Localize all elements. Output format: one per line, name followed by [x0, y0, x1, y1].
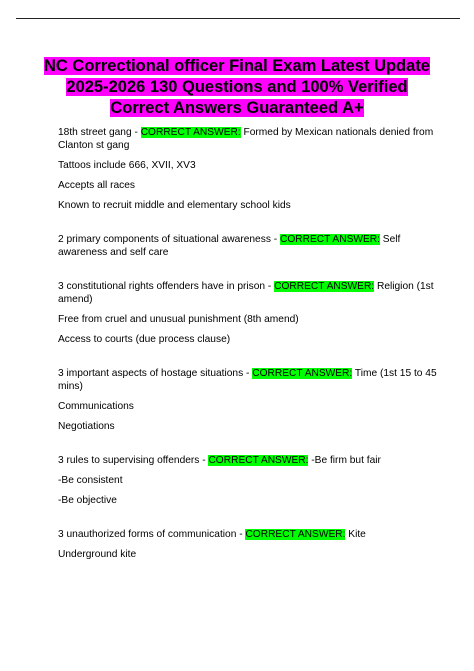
qa-entry — [58, 367, 446, 433]
answer-text: Self awareness and self care — [58, 234, 401, 258]
question-text: 3 constitutional rights offenders have in prison - — [58, 281, 275, 292]
qa-line — [58, 367, 446, 393]
qa-entry — [58, 454, 446, 507]
qa-line — [58, 233, 446, 259]
correct-answer-tag: CORRECT ANSWER: — [208, 455, 309, 466]
qa-entry — [58, 528, 446, 561]
answer-detail: -Be objective — [58, 495, 117, 506]
qa-list — [58, 126, 446, 582]
answer-text: Time (1st 15 to 45 mins) — [58, 368, 437, 392]
answer-text: Formed by Mexican nationals denied from Clanton st gang — [58, 127, 434, 151]
answer-detail: Known to recruit middle and elementary school kids — [58, 200, 291, 211]
correct-answer-tag: CORRECT ANSWER: — [252, 368, 353, 379]
question-text: 2 primary components of situational awareness - — [58, 234, 280, 245]
question-text: 18th street gang - — [58, 127, 141, 138]
answer-detail: Tattoos include 666, XVII, XV3 — [58, 160, 196, 171]
correct-answer-tag: CORRECT ANSWER: — [140, 127, 241, 138]
correct-answer-tag: CORRECT ANSWER: — [245, 529, 346, 540]
document-title — [40, 56, 434, 119]
qa-line — [58, 126, 446, 152]
question-text: 3 important aspects of hostage situations - — [58, 368, 253, 379]
answer-text: -Be firm but fair — [308, 455, 381, 466]
qa-entry — [58, 126, 446, 212]
answer-detail: Communications — [58, 401, 134, 412]
answer-detail: Accepts all races — [58, 180, 136, 191]
answer-detail: Underground kite — [58, 549, 137, 560]
question-text: 3 unauthorized forms of communication - — [58, 529, 246, 540]
qa-line — [58, 528, 446, 541]
answer-detail: -Be consistent — [58, 475, 123, 486]
answer-text: Religion (1st amend) — [58, 281, 434, 305]
qa-entry — [58, 280, 446, 346]
answer-detail: Access to courts (due process clause) — [58, 334, 231, 345]
answer-text: Kite — [345, 529, 366, 540]
answer-detail: Free from cruel and unusual punishment (8th amend) — [58, 314, 299, 325]
qa-line — [58, 280, 446, 306]
correct-answer-tag: CORRECT ANSWER: — [274, 281, 375, 292]
question-text: 3 rules to supervising offenders - — [58, 455, 209, 466]
qa-entry — [58, 233, 446, 259]
answer-detail: Negotiations — [58, 421, 115, 432]
qa-line — [58, 454, 446, 467]
title-text: NC Correctional officer Final Exam Latest Update 2025-2026 130 Questions and 100% Verified Correct Answers Guaranteed A+ — [43, 57, 430, 117]
top-rule — [16, 18, 460, 19]
correct-answer-tag: CORRECT ANSWER: — [279, 234, 380, 245]
